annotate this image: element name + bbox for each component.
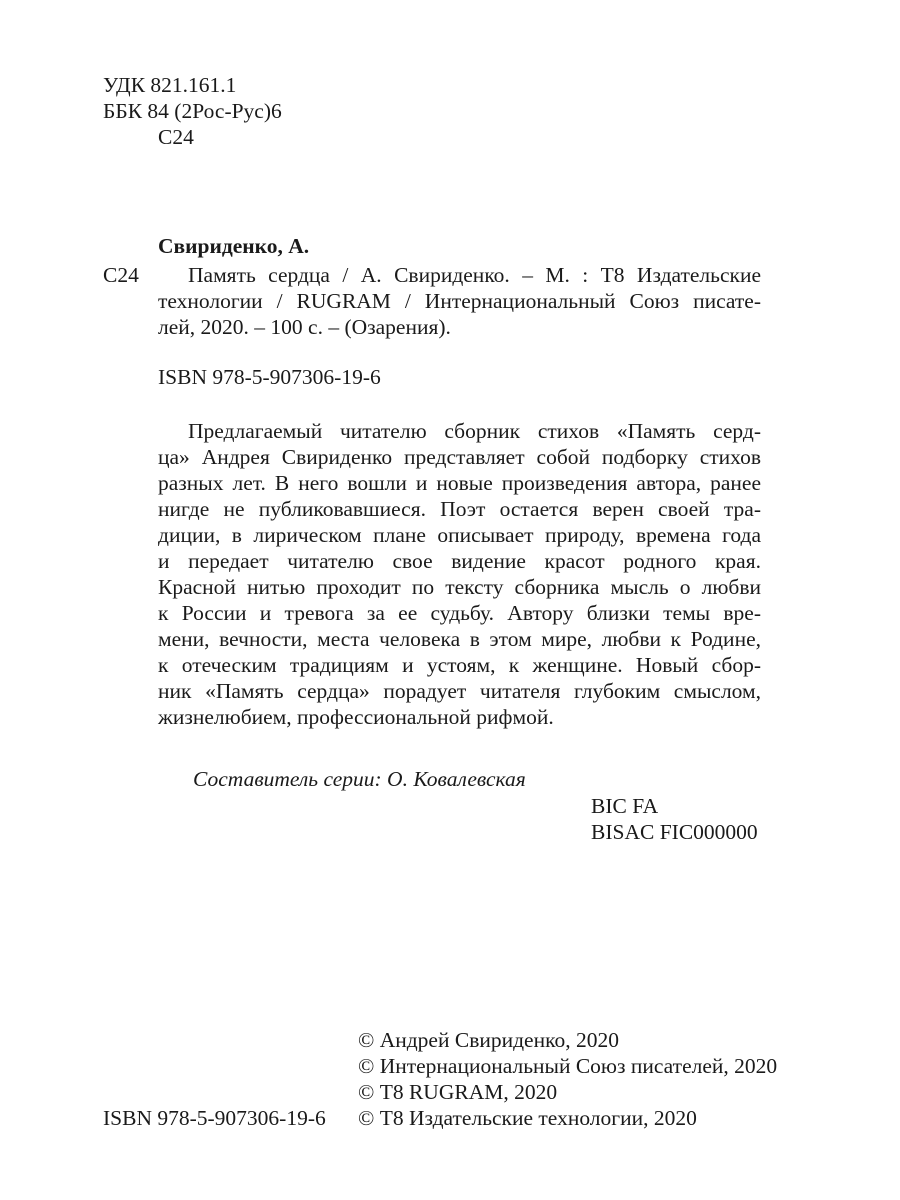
annotation-line: Красной нитью проходит по тексту сборника мысль о любви: [158, 575, 761, 599]
annotation-line: разных лет. В него вошли и новые произведения автора, ранее: [158, 471, 761, 495]
annotation-line: к отеческим традициям и устоям, к женщине. Новый сбор-: [158, 653, 761, 677]
author-heading: Свириденко, А.: [158, 234, 310, 258]
side-author-sign-code: С24: [103, 263, 139, 287]
copyright-block: [358, 1027, 777, 1131]
bibliographic-description: [158, 262, 761, 340]
annotation-line: ник «Память сердца» порадует читателя глубоким смыслом,: [158, 679, 761, 703]
annotation-line: ца» Андрея Свириденко представляет собой подборку стихов: [158, 445, 761, 469]
annotation-line: мени, вечности, места человека в этом мире, любви к Родине,: [158, 627, 761, 651]
footer-isbn: ISBN 978-5-907306-19-6: [103, 1106, 326, 1130]
isbn-record: ISBN 978-5-907306-19-6: [158, 365, 381, 389]
annotation-line: и передает читателю свое видение красот родного края.: [158, 549, 761, 573]
annotation-line: жизнелюбием, профессиональной рифмой.: [158, 705, 554, 729]
copyright-line: © Андрей Свириденко, 2020: [358, 1028, 619, 1052]
bbk-code: ББК 84 (2Рос-Рус)6: [103, 99, 282, 123]
copyright-line: © Т8 Издательские технологии, 2020: [358, 1106, 697, 1130]
series-compiler: Составитель серии: О. Ковалевская: [193, 767, 526, 791]
annotation-line: к России и тревога за ее судьбу. Автору близки темы вре-: [158, 601, 761, 625]
bic-code: BIC FA: [591, 794, 659, 818]
udk-code: УДК 821.161.1: [103, 73, 237, 97]
annotation-line: Предлагаемый читателю сборник стихов «Память серд-: [188, 419, 761, 443]
annotation-line: нигде не публиковавшиеся. Поэт остается верен своей тра-: [158, 497, 761, 521]
bisac-code: BISAC FIC000000: [591, 820, 758, 844]
bib-line: лей, 2020. – 100 с. – (Озарения).: [158, 315, 451, 339]
author-sign-code: С24: [158, 125, 194, 149]
annotation: [158, 418, 761, 730]
copyright-line: © Интернациональный Союз писателей, 2020: [358, 1054, 778, 1078]
bib-line: технологии / RUGRAM / Интернациональный Союз писате-: [158, 289, 761, 313]
bib-line: Память сердца / А. Свириденко. – М. : Т8 Издательские: [188, 263, 761, 287]
copyright-line: © Т8 RUGRAM, 2020: [358, 1080, 558, 1104]
annotation-line: диции, в лирическом плане описывает природу, времена года: [158, 523, 761, 547]
